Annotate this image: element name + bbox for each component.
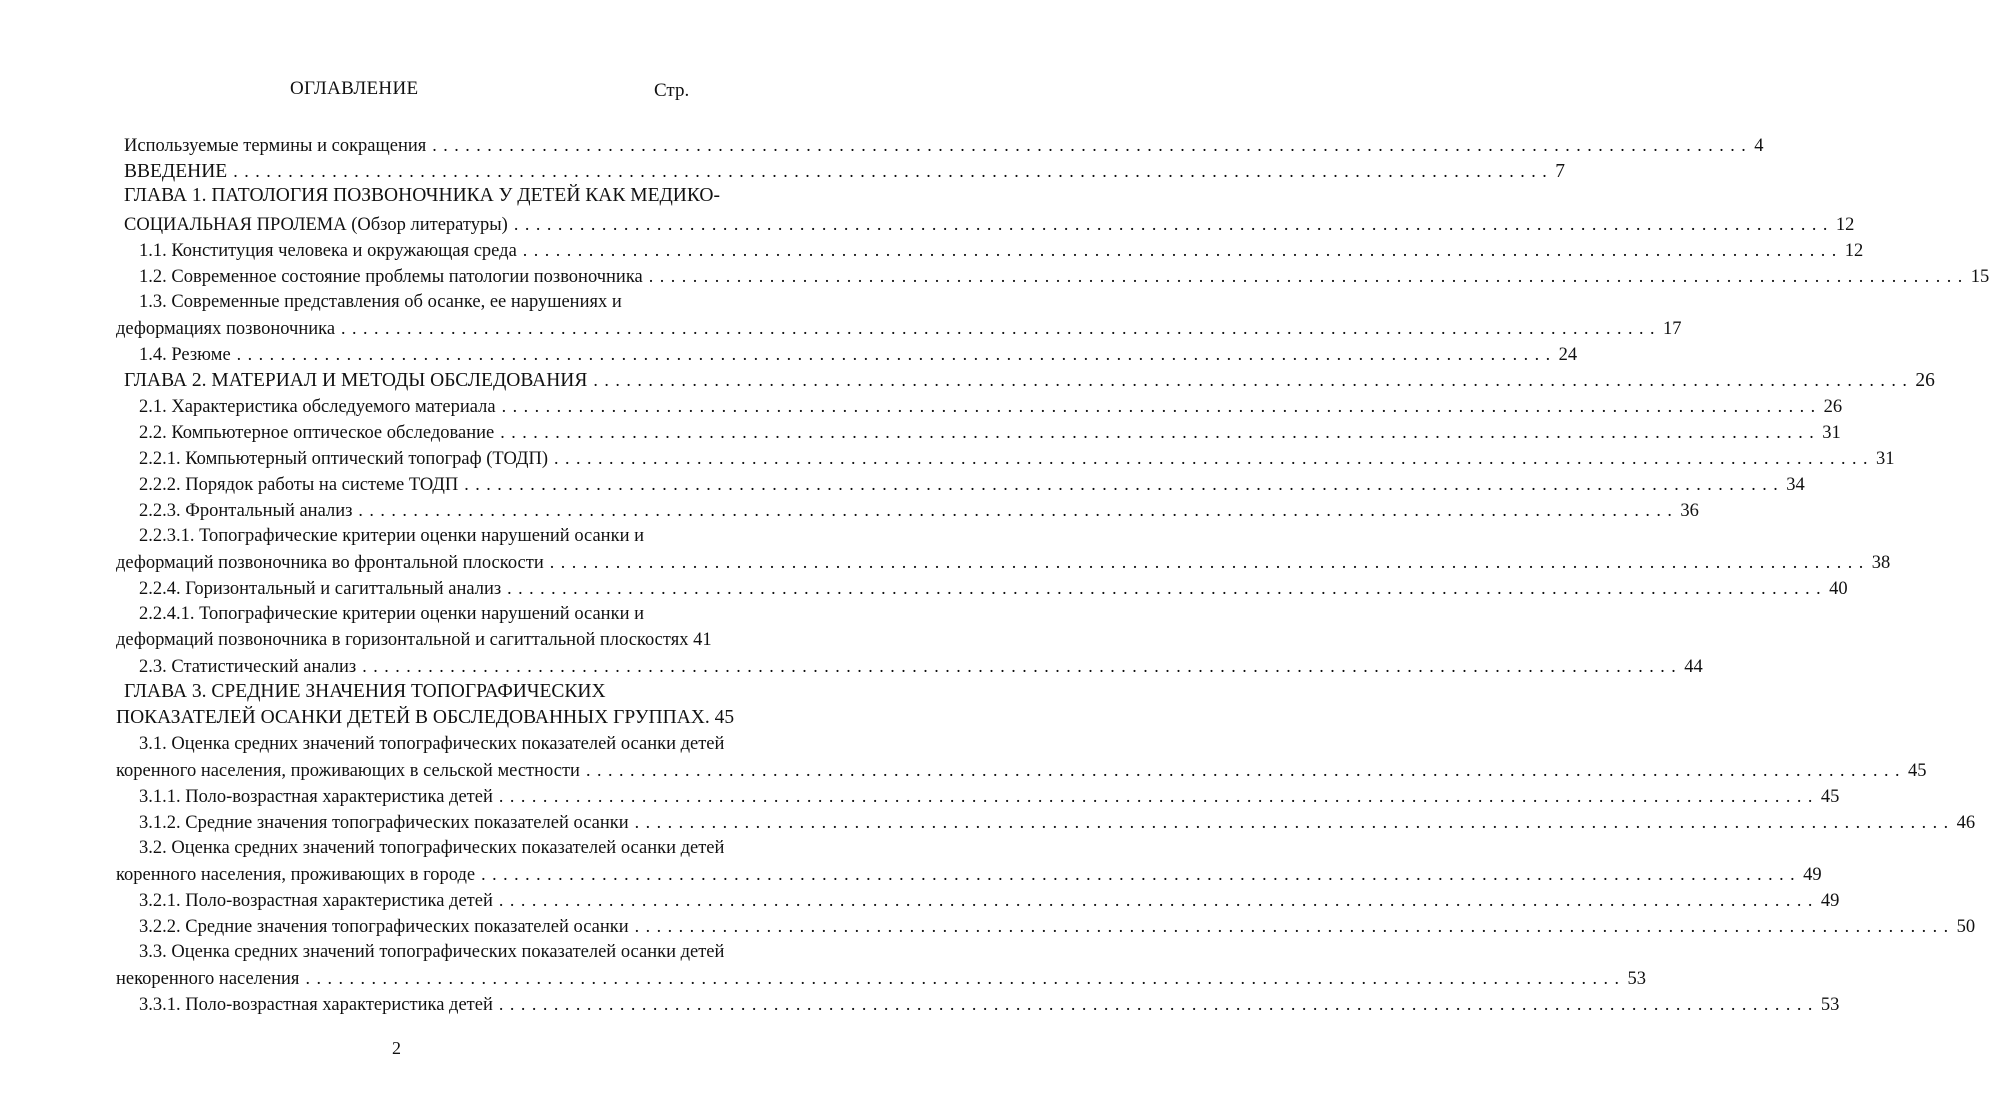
toc-line [139,654,1703,679]
toc-line [139,524,644,548]
toc-line [116,706,734,730]
toc-entry-title: ВВЕДЕНИЕ [124,161,228,182]
toc-entry-title: 3.3. Оценка средних значений топографических показателей осанки детей [139,942,725,962]
toc-entry-title: 3.2.2. Средние значения топографических показателей осанки [139,917,629,937]
toc-line [139,498,1699,523]
toc-page-number: 31 [1876,449,1895,469]
toc-entry-title: 3.3.1. Поло-возрастная характеристика детей [139,995,493,1015]
toc-entry-title: 3.2. Оценка средних значений топографических показателей осанки детей [139,838,725,858]
toc-entry-title: Используемые термины и сокращения [124,136,427,156]
toc-line [139,888,1840,913]
toc-page-number: 24 [1558,345,1578,365]
toc-entry-title: 2.1. Характеристика обследуемого материала [139,397,496,417]
toc-entry-title: 2.2.3.1. Топографические критерии оценки нарушений осанки и [139,526,644,546]
toc-page-number: 49 [1803,865,1822,885]
toc-line [139,992,1840,1017]
toc-page-number: 17 [1663,319,1682,339]
toc-entry-title: 1.3. Современные представления об осанке, ее нарушениях и [139,292,622,312]
toc-leader-dots: ........................................................................................................................ [233,161,1554,181]
toc-line [139,836,724,860]
toc-entry-title: деформаций позвоночника в горизонтальной и сагиттальной плоскостях 41 [116,630,712,650]
toc-entry-title: 2.2. Компьютерное оптическое обследование [139,423,495,443]
toc-line [124,184,720,208]
toc-leader-dots: ........................................................................................................................ [432,135,1753,155]
toc-entry-title: 2.2.4. Горизонтальный и сагиттальный анализ [139,579,502,599]
toc-line [139,732,724,756]
toc-line [139,472,1805,497]
toc-page-number: 49 [1820,891,1840,911]
toc-page-number: 31 [1822,423,1841,443]
page-number: 2 [392,1038,401,1058]
toc-leader-dots: ........................................................................................................................ [507,578,1828,598]
toc-page-number: 53 [1820,995,1840,1015]
toc-line [124,212,1855,237]
toc-entry-title: ГЛАВА 3. СРЕДНИЕ ЗНАЧЕНИЯ ТОПОГРАФИЧЕСКИХ [124,681,606,702]
toc-leader-dots: ........................................................................................................................ [648,266,1969,286]
toc-line [139,810,1976,835]
toc-leader-dots: ........................................................................................................................ [500,422,1821,442]
toc-leader-dots: ........................................................................................................................ [634,812,1955,832]
toc-page-number: 26 [1823,397,1843,417]
toc-leader-dots: ........................................................................................................................ [593,370,1914,390]
toc-entry-title: 3.1.1. Поло-возрастная характеристика детей [139,787,493,807]
toc-leader-dots: ........................................................................................................................ [585,760,1906,780]
toc-page-number: 4 [1754,136,1764,156]
toc-line [139,446,1895,471]
toc-line [139,784,1840,809]
toc-page-number: 45 [1907,761,1927,781]
toc-line [116,862,1822,887]
toc-entry-title: 2.2.1. Компьютерный оптический топограф (ТОДП) [139,449,549,469]
toc-line [116,628,712,652]
toc-leader-dots: ........................................................................................................................ [341,318,1662,338]
toc-entry-title: СОЦИАЛЬНАЯ ПРОЛЕМА (Обзор литературы) [124,215,508,235]
toc-leader-dots: ........................................................................................................................ [498,786,1819,806]
toc-entry-title: 3.2.1. Поло-возрастная характеристика детей [139,891,493,911]
toc-entry-title: коренного населения, проживающих в городе [116,865,476,885]
toc-page-number: 45 [1820,787,1840,807]
toc-line [124,159,1565,184]
toc-page-number: 26 [1915,370,1935,391]
toc-page-number: 34 [1786,475,1805,495]
toc-leader-dots: ........................................................................................................................ [305,968,1626,988]
toc-entry-title: 2.2.2. Порядок работы на системе ТОДП [139,475,459,495]
toc-entry-title: 2.2.3. Фронтальный анализ [139,501,353,521]
toc-line [139,394,1843,419]
toc-line [116,966,1646,991]
toc-entry-title: 1.1. Конституция человека и окружающая среда [139,241,517,261]
toc-leader-dots: ........................................................................................................................ [554,448,1875,468]
toc-page-number: 36 [1680,501,1699,521]
toc-line [139,940,724,964]
toc-leader-dots: ........................................................................................................................ [522,240,1843,260]
toc-line [139,290,622,314]
toc-line [139,914,1976,939]
toc-page-number: 44 [1684,657,1703,677]
toc-entry-title: 1.2. Современное состояние проблемы патологии позвоночника [139,267,643,287]
toc-line [116,316,1682,341]
toc-line [124,680,606,704]
toc-page-number: 53 [1627,969,1646,989]
toc-page-number: 38 [1871,553,1891,573]
toc-page-number: 46 [1956,813,1976,833]
toc-leader-dots: ........................................................................................................................ [634,916,1955,936]
toc-entry-title: 1.4. Резюме [139,345,231,365]
toc-line [139,602,644,626]
toc-entry-title: 3.1.2. Средние значения топографических показателей осанки [139,813,629,833]
toc-line [139,264,1989,289]
toc-leader-dots: ........................................................................................................................ [362,656,1683,676]
toc-entry-title: коренного населения, проживающих в сельской местности [116,761,580,781]
toc-leader-dots: ........................................................................................................................ [464,474,1785,494]
toc-entry-title: 2.3. Статистический анализ [139,657,357,677]
page-column-header: Стр. [654,80,690,101]
toc-line [139,342,1578,367]
toc-entry-title: 2.2.4.1. Топографические критерии оценки нарушений осанки и [139,604,644,624]
toc-page-number: 15 [1970,267,1989,287]
toc-leader-dots: ........................................................................................................................ [513,214,1834,234]
toc-page-number: 12 [1844,241,1864,261]
toc-entry-title: 3.1. Оценка средних значений топографических показателей осанки детей [139,734,725,754]
toc-entry-title: деформаций позвоночника во фронтальной плоскости [116,553,544,573]
toc-entry-title: ГЛАВА 1. ПАТОЛОГИЯ ПОЗВОНОЧНИКА У ДЕТЕЙ КАК МЕДИКО- [124,185,720,206]
toc-page-number: 12 [1835,215,1855,235]
toc-entry-title: ГЛАВА 2. МАТЕРИАЛ И МЕТОДЫ ОБСЛЕДОВАНИЯ [124,370,588,391]
toc-entry-title: некоренного населения [116,969,300,989]
toc-leader-dots: ........................................................................................................................ [236,344,1557,364]
toc-line [124,368,1935,393]
toc-leader-dots: ........................................................................................................................ [358,500,1679,520]
toc-line [139,238,1864,263]
toc-line [124,133,1764,158]
toc-line [116,758,1927,783]
toc-page-number: 50 [1956,917,1976,937]
toc-page-number: 40 [1829,579,1848,599]
toc-leader-dots: ........................................................................................................................ [498,994,1819,1014]
toc-page-number: 7 [1555,161,1565,182]
toc-line [139,420,1841,445]
page-title: ОГЛАВЛЕНИЕ [290,78,419,99]
toc-entry-title: деформациях позвоночника [116,319,336,339]
toc-line [116,550,1891,575]
toc-entry-title: ПОКАЗАТЕЛЕЙ ОСАНКИ ДЕТЕЙ В ОБСЛЕДОВАННЫХ ГРУППАХ. 45 [116,707,735,728]
toc-leader-dots: ........................................................................................................................ [481,864,1802,884]
toc-leader-dots: ........................................................................................................................ [501,396,1822,416]
toc-leader-dots: ........................................................................................................................ [498,890,1819,910]
toc-leader-dots: ........................................................................................................................ [549,552,1870,572]
toc-line [139,576,1848,601]
